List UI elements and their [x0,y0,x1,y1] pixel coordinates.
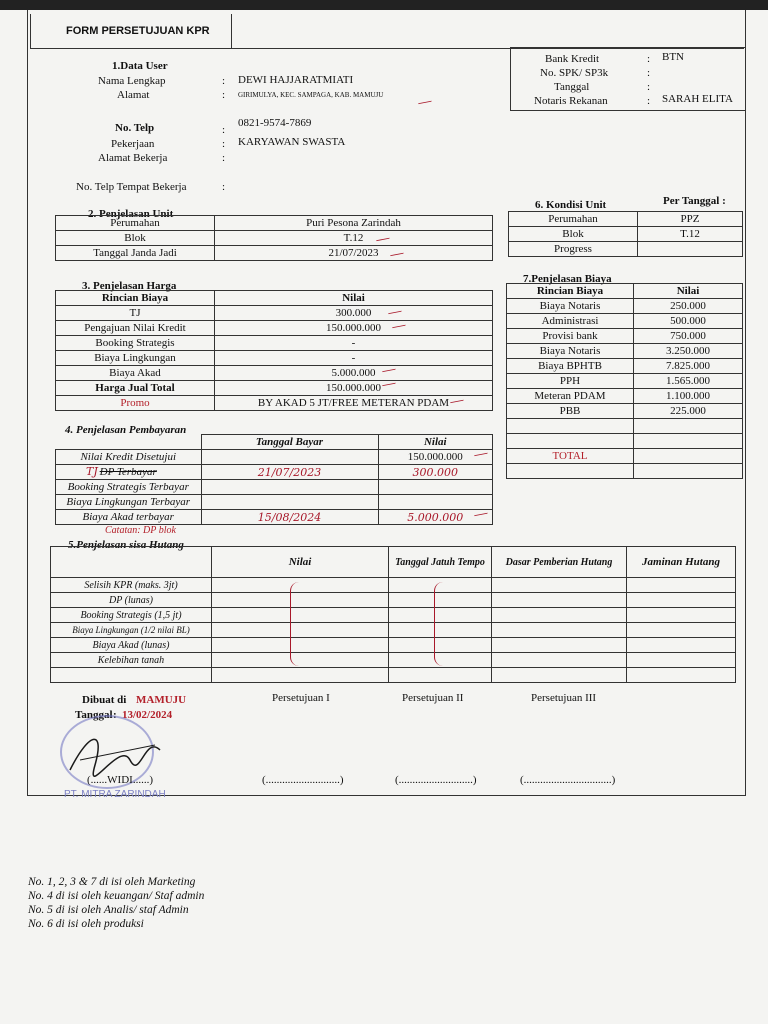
colon: : [647,53,651,65]
signature-blank-3: (................................) [520,774,616,786]
colon: : [222,152,226,164]
biaya-value: 1.100.000 [634,389,743,404]
hutang-cell [492,578,627,593]
kondisi-value [638,242,743,257]
persetujuan-1: Persetujuan I [272,692,330,704]
harga-value: 300.000 [215,306,493,321]
pembayaran-nilai [378,480,493,495]
hutang-cell [492,593,627,608]
hutang-cell [492,608,627,623]
company-name: PT. MITRA ZARINDAH [64,789,166,800]
hutang-cell [212,638,389,653]
spk-label: No. SPK/ SP3k [540,67,609,79]
persetujuan-2: Persetujuan II [402,692,464,704]
biaya-total-label: TOTAL [507,449,634,464]
hutang-cell [212,668,389,683]
unit-value: T.12 [215,231,493,246]
bank-value: BTN [662,51,684,63]
harga-table [55,290,493,411]
pekerjaan-label: Pekerjaan [111,138,155,150]
unit-label: Blok [56,231,215,246]
footnotes [28,875,204,931]
colon: : [222,89,226,101]
dibuat-value: MAMUJU [136,694,187,706]
nama-value: DEWI HAJJARATMIATI [238,74,354,86]
biaya-total-value [634,449,743,464]
alamat-bekerja-label: Alamat Bekerja [98,152,168,164]
hutang-col-header: Tanggal Jatuh Tempo [389,547,492,578]
pembayaran-label: Biaya Lingkungan Terbayar [56,495,202,510]
footnote: No. 4 di isi oleh keuangan/ Staf admin [28,890,205,902]
pembayaran-tanggal: 15/08/2024 [201,510,378,525]
biaya-label: PBB [507,404,634,419]
unit-table [55,215,493,261]
signature-blank-2: (...........................) [395,774,477,786]
kondisi-heading: 6. Kondisi Unit [535,199,607,211]
harga-label: Pengajuan Nilai Kredit [56,321,215,336]
biaya-label: PPH [507,374,634,389]
hutang-cell [627,653,736,668]
unit-label: Tanggal Janda Jadi [56,246,215,261]
biaya-table [506,283,743,479]
hutang-heading: 5.Penjelasan sisa Hutang [68,539,184,551]
pembayaran-label: Biaya Akad terbayar [56,510,202,525]
hutang-cell [389,668,492,683]
harga-value: - [215,351,493,366]
biaya-empty [507,419,634,434]
biaya-col-header: Nilai [634,284,743,299]
hutang-label: Biaya Lingkungan (1/2 nilai BL) [51,623,212,638]
biaya-label: Biaya Notaris [507,344,634,359]
colon: : [647,67,651,79]
harga-label: TJ [56,306,215,321]
signer-name: (......WIDI......) [87,774,153,786]
biaya-value: 750.000 [634,329,743,344]
scan-top-edge [0,0,768,10]
kondisi-table [508,211,743,257]
colon: : [647,81,651,93]
promo-value: BY AKAD 5 JT/FREE METERAN PDAM [215,396,493,411]
harga-col-header: Rincian Biaya [56,291,215,306]
alamat-label: Alamat [117,89,150,101]
data-user-heading: 1.Data User [112,60,168,72]
biaya-col-header: Rincian Biaya [507,284,634,299]
notaris-value: SARAH ELITA [662,93,733,105]
kondisi-value: PPZ [638,212,743,227]
biaya-value: 250.000 [634,299,743,314]
biaya-value: 225.000 [634,404,743,419]
biaya-empty [507,434,634,449]
hutang-cell [212,623,389,638]
harga-heading: 3. Penjelasan Harga [82,280,177,292]
promo-label: Promo [56,396,215,411]
tanggal-sign-value: 13/02/2024 [122,709,173,721]
notaris-label: Notaris Rekanan [534,95,608,107]
biaya-empty [634,464,743,479]
biaya-value: 3.250.000 [634,344,743,359]
persetujuan-3: Persetujuan III [531,692,597,704]
dibuat-label: Dibuat di [82,694,127,706]
pembayaran-tanggal: 21/07/2023 [201,465,378,480]
pembayaran-tanggal [201,495,378,510]
pembayaran-label: DP Terbayar [56,465,202,480]
biaya-label: Meteran PDAM [507,389,634,404]
hutang-cell [51,668,212,683]
nama-label: Nama Lengkap [98,75,166,87]
pembayaran-tanggal [201,480,378,495]
signature-blank-1: (...........................) [262,774,344,786]
hutang-cell [627,623,736,638]
tj-handwritten: TJ [86,465,98,478]
pembayaran-tanggal [201,450,378,465]
hutang-label: Booking Strategis (1,5 jt) [51,608,212,623]
biaya-value: 1.565.000 [634,374,743,389]
hutang-col-header: Dasar Pemberian Hutang [492,547,627,578]
per-tanggal-label: Per Tanggal : [663,195,726,207]
harga-col-header: Nilai [215,291,493,306]
hutang-cell [627,668,736,683]
colon: : [222,181,226,193]
harga-value: - [215,336,493,351]
form-title: FORM PERSETUJUAN KPR [66,25,210,37]
hutang-blank [51,547,212,578]
hutang-cell [492,653,627,668]
harga-label: Biaya Akad [56,366,215,381]
hutang-cell [492,623,627,638]
pembayaran-col-header: Nilai [378,435,493,450]
pembayaran-nilai: 150.000.000 [378,450,493,465]
harga-label: Biaya Lingkungan [56,351,215,366]
biaya-empty [507,464,634,479]
biaya-empty [634,419,743,434]
footnote: No. 1, 2, 3 & 7 di isi oleh Marketing [28,876,196,888]
pembayaran-table [55,434,493,525]
harga-value: 150.000.000 [215,381,493,396]
unit-value: 21/07/2023 [215,246,493,261]
biaya-label: Biaya Notaris [507,299,634,314]
telp-value: 0821-9574-7869 [238,117,312,129]
hutang-cell [492,638,627,653]
unit-heading: 2. Penjelasan Unit [88,208,174,220]
hutang-cell [212,608,389,623]
kondisi-label: Perumahan [509,212,638,227]
biaya-value: 7.825.000 [634,359,743,374]
hutang-cell [627,578,736,593]
biaya-empty [634,434,743,449]
harga-value: 5.000.000 [215,366,493,381]
harga-label: Booking Strategis [56,336,215,351]
alamat-value: GIRIMULYA, KEC. SAMPAGA, KAB. MAMUJU [238,91,384,99]
hutang-cell [627,638,736,653]
tanggal-sign-label: Tanggal [75,709,113,721]
hutang-table [50,546,736,683]
pembayaran-nilai: 5.000.000 [378,510,493,525]
telp-bekerja-label: No. Telp Tempat Bekerja [76,181,187,193]
colon: : [222,138,226,150]
footnote: No. 6 di isi oleh produksi [28,918,144,930]
hutang-label: Selisih KPR (maks. 3jt) [51,578,212,593]
hutang-cell [627,593,736,608]
handwritten-bracket [434,582,443,666]
hutang-label: Biaya Akad (lunas) [51,638,212,653]
footnote: No. 5 di isi oleh Analis/ staf Admin [28,904,189,916]
handwritten-bracket [290,582,299,666]
bank-label: Bank Kredit [545,53,600,65]
hutang-cell [212,593,389,608]
kondisi-label: Progress [509,242,638,257]
unit-label: Perumahan [56,216,215,231]
biaya-value: 500.000 [634,314,743,329]
pembayaran-blank [56,435,202,450]
biaya-label: Biaya BPHTB [507,359,634,374]
pekerjaan-value: KARYAWAN SWASTA [238,136,346,148]
biaya-label: Administrasi [507,314,634,329]
hutang-cell [627,608,736,623]
hutang-col-header: Nilai [212,547,389,578]
colon: : [647,95,651,107]
unit-value: Puri Pesona Zarindah [215,216,493,231]
hutang-label: DP (lunas) [51,593,212,608]
colon: : [222,124,226,136]
colon: : [113,709,117,721]
catatan-note: Catatan: DP blok [105,525,176,536]
colon: : [222,75,226,87]
kondisi-value: T.12 [638,227,743,242]
pembayaran-col-header: Tanggal Bayar [201,435,378,450]
biaya-heading: 7.Penjelasan Biaya [523,273,612,285]
hutang-cell [212,653,389,668]
tanggal-label: Tanggal [554,81,590,93]
pembayaran-label: Booking Strategis Terbayar [56,480,202,495]
kondisi-label: Blok [509,227,638,242]
hutang-col-header: Jaminan Hutang [627,547,736,578]
biaya-label: Provisi bank [507,329,634,344]
hutang-cell [212,578,389,593]
harga-value: 150.000.000 [215,321,493,336]
pembayaran-heading: 4. Penjelasan Pembayaran [65,424,187,436]
pembayaran-nilai [378,495,493,510]
telp-label: No. Telp [115,122,155,134]
pembayaran-nilai: 300.000 [378,465,493,480]
hutang-label: Kelebihan tanah [51,653,212,668]
hutang-cell [492,668,627,683]
harga-label: Harga Jual Total [56,381,215,396]
pembayaran-label: Nilai Kredit Disetujui [56,450,202,465]
